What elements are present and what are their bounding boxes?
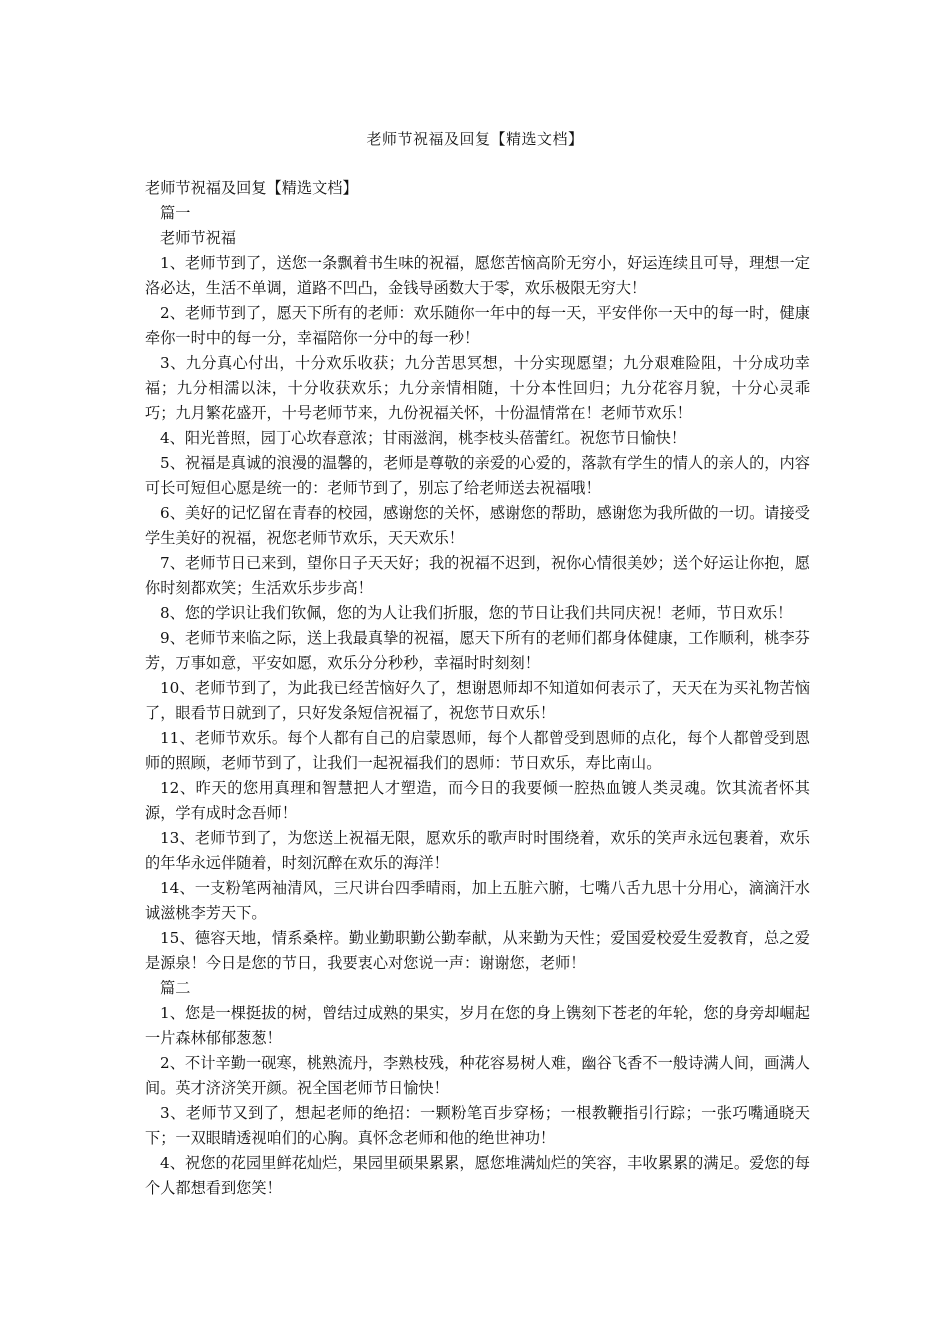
paragraph: 10、老师节到了，为此我已经苦恼好久了，想谢恩师却不知道如何表示了，天天在为买礼物苦恼了，眼看节日就到了，只好发条短信祝福了，祝您节日欢乐！ xyxy=(145,679,810,722)
subsection-heading: 老师节祝福 xyxy=(160,229,236,247)
paragraph: 1、老师节到了，送您一条飘着书生味的祝福，愿您苦恼高阶无穷小，好运连续且可导，理想一定洛必达，生活不单调，道路不凹凸，金钱导函数大于零，欢乐极限无穷大！ xyxy=(145,254,810,297)
paragraph: 6、美好的记忆留在青春的校园，感谢您的关怀，感谢您的帮助，感谢您为我所做的一切。请接受学生美好的祝福，祝您老师节欢乐，天天欢乐！ xyxy=(145,504,810,547)
page-header-title: 老师节祝福及回复【精选文档】 xyxy=(366,130,584,148)
paragraph: 4、祝您的花园里鲜花灿烂，果园里硕果累累，愿您堆满灿烂的笑容，丰收累累的满足。爱您的每个人都想看到您笑！ xyxy=(145,1154,810,1197)
document-body xyxy=(145,176,810,1201)
paragraph: 15、德容天地，情系桑梓。勤业勤职勤公勤奉献，从来勤为天性；爱国爱校爱生爱教育，总之爱是源泉！今日是您的节日，我要衷心对您说一声：谢谢您，老师！ xyxy=(145,929,810,972)
paragraph: 3、九分真心付出，十分欢乐收获；九分苦思冥想，十分实现愿望；九分艰难险阻，十分成功幸福；九分相濡以沫，十分收获欢乐；九分亲情相随，十分本性回归；九分花容月貌，十分心灵乖巧；九月繁花盛开，十号老师节来，九份祝福关怀，十份温情常在！老师节欢乐！ xyxy=(145,354,810,422)
paragraph: 13、老师节到了，为您送上祝福无限，愿欢乐的歌声时时围绕着，欢乐的笑声永远包裹着，欢乐的年华永远伴随着，时刻沉醉在欢乐的海洋！ xyxy=(145,829,810,872)
paragraph: 5、祝福是真诚的浪漫的温馨的，老师是尊敬的亲爱的心爱的，落款有学生的情人的亲人的，内容可长可短但心愿是统一的：老师节到了，别忘了给老师送去祝福哦！ xyxy=(145,454,810,497)
paragraph: 7、老师节日已来到，望你日子天天好；我的祝福不迟到，祝你心情很美妙；送个好运让你抱，愿你时刻都欢笑；生活欢乐步步高！ xyxy=(145,554,810,597)
paragraph: 8、您的学识让我们钦佩，您的为人让我们折服，您的节日让我们共同庆祝！老师，节日欢乐！ xyxy=(160,604,793,622)
paragraph: 11、老师节欢乐。每个人都有自己的启蒙恩师，每个人都曾受到恩师的点化，每个人都曾受到恩师的照顾，老师节到了，让我们一起祝福我们的恩师：节日欢乐，寿比南山。 xyxy=(145,729,810,772)
paragraph: 14、一支粉笔两袖清风，三尺讲台四季晴雨，加上五脏六腑，七嘴八舌九思十分用心，滴滴汗水诚滋桃李芳天下。 xyxy=(145,879,810,922)
paragraph: 2、不计辛勤一砚寒，桃熟流丹，李熟枝残，种花容易树人难，幽谷飞香不一般诗满人间，画满人间。英才济济笑开颜。祝全国老师节日愉快！ xyxy=(145,1054,810,1097)
paragraph: 1、您是一棵挺拔的树，曾结过成熟的果实，岁月在您的身上镌刻下苍老的年轮，您的身旁却崛起一片森林郁郁葱葱！ xyxy=(145,1004,810,1047)
paragraph: 12、昨天的您用真理和智慧把人才塑造，而今日的我要倾一腔热血镀人类灵魂。饮其流者怀其源，学有成时念吾师！ xyxy=(145,779,810,822)
paragraph: 2、老师节到了，愿天下所有的老师：欢乐随你一年中的每一天，平安伴你一天中的每一时，健康牵你一时中的每一分，幸福陪你一分中的每一秒！ xyxy=(145,304,810,347)
paragraph: 3、老师节又到了，想起老师的绝招：一颗粉笔百步穿杨；一根教鞭指引行踪；一张巧嘴通晓天下；一双眼睛透视咱们的心胸。真怀念老师和他的绝世神功！ xyxy=(145,1104,810,1147)
paragraph: 9、老师节来临之际，送上我最真挚的祝福，愿天下所有的老师们都身体健康，工作顺利，桃李芬芳，万事如意，平安如愿，欢乐分分秒秒，幸福时时刻刻！ xyxy=(145,629,810,672)
section-heading-2: 篇二 xyxy=(160,979,191,997)
document-title: 老师节祝福及回复【精选文档】 xyxy=(145,179,358,197)
paragraph: 4、阳光普照，园丁心坎春意浓；甘雨滋润，桃李枝头蓓蕾红。祝您节日愉快！ xyxy=(160,429,687,447)
section-heading-1: 篇一 xyxy=(160,204,191,222)
